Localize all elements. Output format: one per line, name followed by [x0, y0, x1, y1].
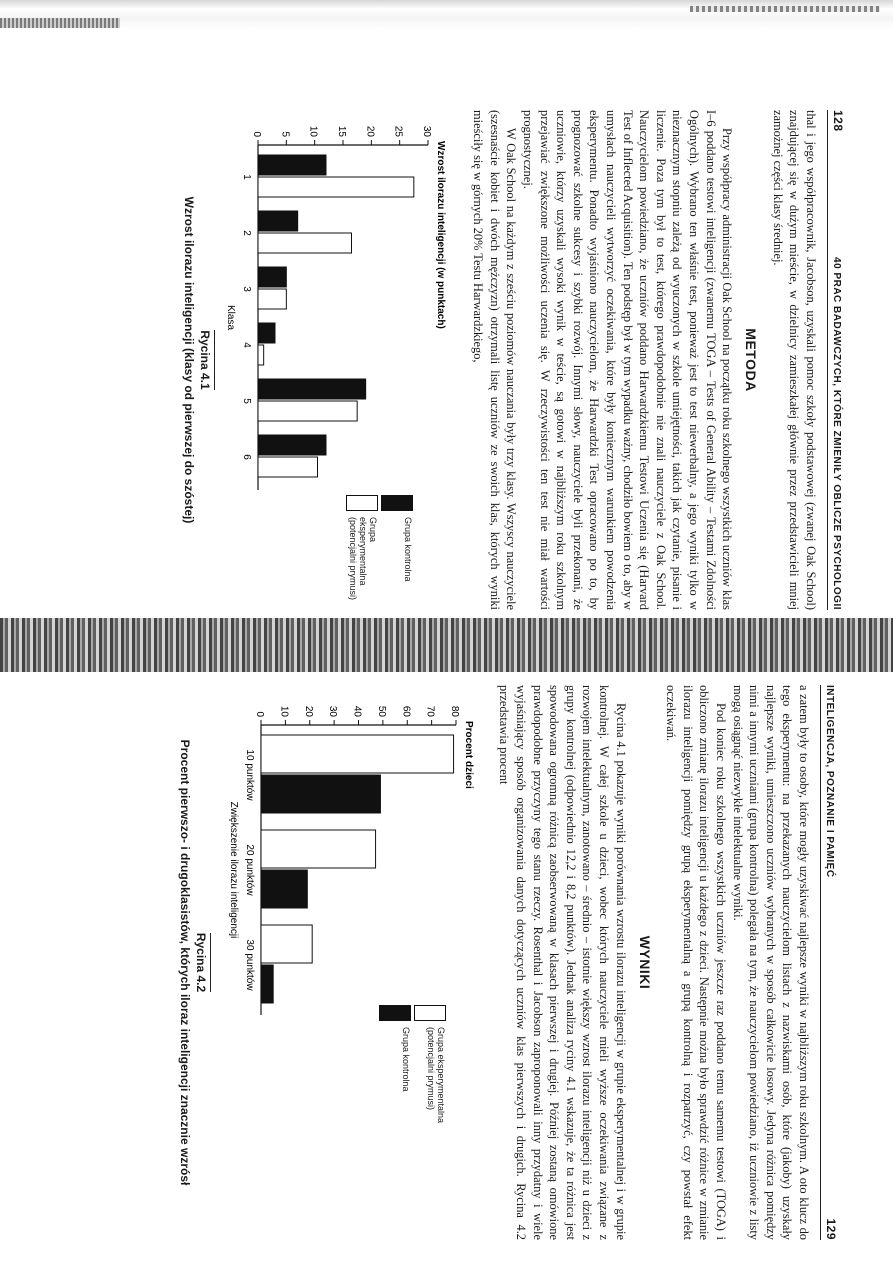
bar-series2 [261, 870, 307, 908]
y-tick-label: 80 [448, 705, 460, 717]
figure-title: Procent pierwszo- i drugoklasistów, których iloraz inteligencji znacznie wzrósł [177, 739, 192, 1186]
bar-series2 [258, 401, 357, 421]
y-tick-label: 10 [307, 125, 319, 137]
running-header [827, 110, 845, 610]
legend-label-control: Grupa kontrolna [402, 517, 413, 582]
chart-4-2 [216, 685, 486, 1240]
bar-series1 [258, 267, 286, 287]
x-tick-label: 3 [240, 286, 252, 292]
y-tick-label: 50 [375, 705, 387, 717]
figure-number: Rycina 4.2 [194, 933, 211, 992]
section-title-wyniki: WYNIKI [636, 935, 653, 990]
paragraph-1: a zatem były to osoby, które mogły uzyskiwać najlepsze wyniki w najbliższym roku szkolnym. A oto klucz do tego eksperymentu: na przekazanych nauczycielom listach z nazwiskami osób, które (jakoby) uzyskały najlepsze wyniki, umieszczono uczniów wybranych w sposób całkowicie losowy. Jedyna różnica pomiędzy nimi a innymi uczniami (grupa kontrolna) polegała na tym, że nauczycielom powiedziano, iż uczniowie z listy mogą osiągnąć niezwykłe intelektualne wyniki. [730, 685, 811, 1240]
chart-4-1 [218, 110, 458, 610]
y-tick-label: 60 [400, 705, 412, 717]
scan-artifact-top [0, 0, 893, 30]
figure-4-2 [156, 685, 486, 1240]
bar-series1 [258, 379, 366, 399]
section-title-metoda: METODA [743, 328, 760, 392]
figure-4-1 [158, 110, 458, 610]
legend-item-control [381, 495, 413, 610]
page-number: 129 [824, 1218, 838, 1240]
paragraph-2: Pod koniec roku szkolnego wszystkich uczniów jeszcze raz poddano temu samemu testowi (TOGA) i obliczono zmianę ilorazu inteligencji u każdego z dzieci. Następnie można było sprawdzić różnice w zmianie ilorazu inteligencji pomiędzy grupą eksperymentalną a grupą kontrolną i rozpatrzyć, czy powstał efekt oczekiwań. [664, 685, 729, 1240]
x-axis-label: Klasa [224, 304, 236, 331]
x-axis-label: Zwiększenie ilorazu inteligencji [227, 801, 239, 939]
x-tick-label: 1 [240, 174, 252, 180]
x-tick-label: 4 [240, 342, 252, 348]
page-129 [48, 685, 838, 1240]
running-head-title: 40 PRAC BADAWCZYCH, KTÓRE ZMIENIŁY OBLICZE PSYCHOLOGII [831, 257, 842, 610]
method-paragraph-2: W Oak School na każdym z sześciu poziomów nauczania były trzy klasy. Wszyscy nauczyciele (szesnaście kobiet i dwóch mężczyzn) otrzymali listę uczniów ze swoich klas, których wyniki mieściły się w górnych 20% Testu Harwardzkiego, [471, 110, 519, 610]
x-tick-label: 30 punktów [243, 939, 255, 991]
legend-item-experimental [346, 495, 378, 610]
legend-swatch-experimental [414, 1005, 446, 1021]
bar-series1 [261, 735, 454, 773]
bar-series2 [258, 457, 318, 477]
bar-series2 [258, 289, 286, 309]
y-tick-label: 20 [364, 125, 376, 137]
scan-artifact-left [0, 18, 120, 28]
y-tick-label: 0 [250, 131, 262, 137]
x-tick-label: 6 [240, 454, 252, 460]
bar-series2 [261, 775, 380, 813]
bar-series1 [258, 211, 298, 231]
results-paragraph: Rycina 4.1 pokazuje wyniki porównania wzrostu ilorazu inteligencji w grupie eksperymentalnej i w grupie kontrolnej. W całej szkole u dzieci, wobec których nauczyciele mieli wyższe oczekiwania związane z rozwojem intelektualnym, zanotowano – średnio – istotnie większy wzrost ilorazu inteligencji niż u dzieci z grupy kontrolnej (odpowiednio 12,2 i 8,2 punktów). Jednak analiza ryciny 4.1 wskazuje, że ta różnica jest spowodowana ogromną różnicą zaobserwowaną w klasach pierwszej i drugiej. Później zostaną omówione prawdopodobne przyczyny tego stanu rzeczy. Rosenthal i Jacobson zaproponowali inny przydatny i wiele wyjaśniający sposób organizowania danych dotyczących uczniów klas pierwszych i drugich. Rycina 4.2 przedstawia procent [497, 685, 628, 1240]
running-head-title: INTELIGENCJA, POZNANIE I PAMIĘĆ [824, 685, 835, 878]
legend-swatch-control [381, 495, 413, 511]
y-tick-label: 10 [278, 705, 290, 717]
legend-label-control: Grupa kontrolna [400, 1027, 411, 1092]
chart-4-1-legend [343, 495, 413, 610]
intro-paragraph: thal i jego współpracownik, Jacobson, uzyskali pomoc szkoły podstawowej (zwanej Oak School) znajdującej się w dużym mieście, w dzielnicy zamieszkałej głównie przez przedstawicieli mniej zamożnej części klasy średniej. [770, 110, 818, 610]
chart-4-2-legend [376, 1005, 446, 1145]
bar-series1 [261, 830, 376, 868]
y-tick-label: 25 [392, 125, 404, 137]
bar-series2 [261, 965, 273, 1003]
page-128 [45, 110, 845, 610]
book-gutter [0, 618, 893, 672]
x-tick-label: 5 [240, 398, 252, 404]
x-tick-label: 20 punktów [243, 844, 255, 896]
bar-series2 [258, 345, 264, 365]
y-tick-label: 5 [279, 131, 291, 137]
y-tick-label: 30 [420, 125, 432, 137]
bar-series1 [261, 925, 312, 963]
figure-4-1-caption [182, 110, 215, 610]
figure-number: Rycina 4.1 [198, 330, 215, 389]
y-tick-label: 70 [424, 705, 436, 717]
x-tick-label: 10 punktów [243, 749, 255, 801]
legend-label-experimental: Grupa eksperymentalna (potencjalni prymusi) [425, 1027, 446, 1124]
y-tick-label: 15 [335, 125, 347, 137]
legend-swatch-control [379, 1005, 411, 1021]
bar-series2 [258, 233, 352, 253]
y-axis-label: Wzrost ilorazu inteligencji (w punktach) [434, 141, 446, 329]
scan-artifact-right [690, 6, 880, 12]
bar-series2 [258, 177, 414, 197]
y-tick-label: 20 [302, 705, 314, 717]
bar-series1 [258, 435, 326, 455]
legend-item-control [379, 1005, 411, 1145]
figure-title: Wzrost ilorazu inteligencji (klasy od pierwszej do szóstej) [181, 196, 196, 524]
page-number: 128 [831, 110, 845, 132]
legend-swatch-experimental [346, 495, 378, 511]
x-tick-label: 2 [240, 230, 252, 236]
figure-4-2-caption [178, 685, 211, 1240]
bar-series1 [258, 155, 326, 175]
legend-item-experimental [414, 1005, 446, 1145]
y-axis-label: Procent dzieci [462, 721, 474, 789]
running-header [820, 685, 838, 1240]
y-tick-label: 0 [253, 711, 265, 717]
method-paragraph-1: Przy współpracy administracji Oak School na początku roku szkolnego wszystkich uczniów klas I–6 poddano testowi inteligencji (zwanemu TOGA – Tests of General Ability – Testami Zdolności Ogólnych). Wybrano ten właśnie test, ponieważ jest to test niewerbalny, a jego wyniki tylko w nieznacznym stopniu zależą od wyuczonych w szkole umiejętności, takich jak czytanie, pisanie i liczenie. Poza tym był to test, którego prawdopodobnie nie znali nauczyciele z Oak School. Nauczycielom powiedziano, że uczniów poddano Harwardzkiemu Testowi Uczenia się (Harvard Test of Inflected Acquisition). Ten podstęp był w tym wypadku ważny, chodziło bowiem o to, aby w umysłach nauczycieli wytworzyć oczekiwania, które były koniecznym warunkiem powodzenia eksperymentu. Ponadto wyjaśniono nauczycielom, że Harwardzki Test opracowano po to, by prognozować szkolne sukcesy i szybki rozwój. Innymi słowy, nauczyciele byli przekonani, że uczniowie, którzy uzyskali wysoki wynik w teście, są gotowi w najbliższym roku szkolnym przejawiać zwiększone możliwości uczenia się. W rzeczywistości ten test nie miał wartości prognostycznej. [521, 110, 735, 610]
bar-series1 [258, 323, 275, 343]
legend-label-experimental: Grupa eksperymentalna (potencjalni prymusi) [347, 517, 378, 601]
y-tick-label: 40 [351, 705, 363, 717]
y-tick-label: 30 [327, 705, 339, 717]
